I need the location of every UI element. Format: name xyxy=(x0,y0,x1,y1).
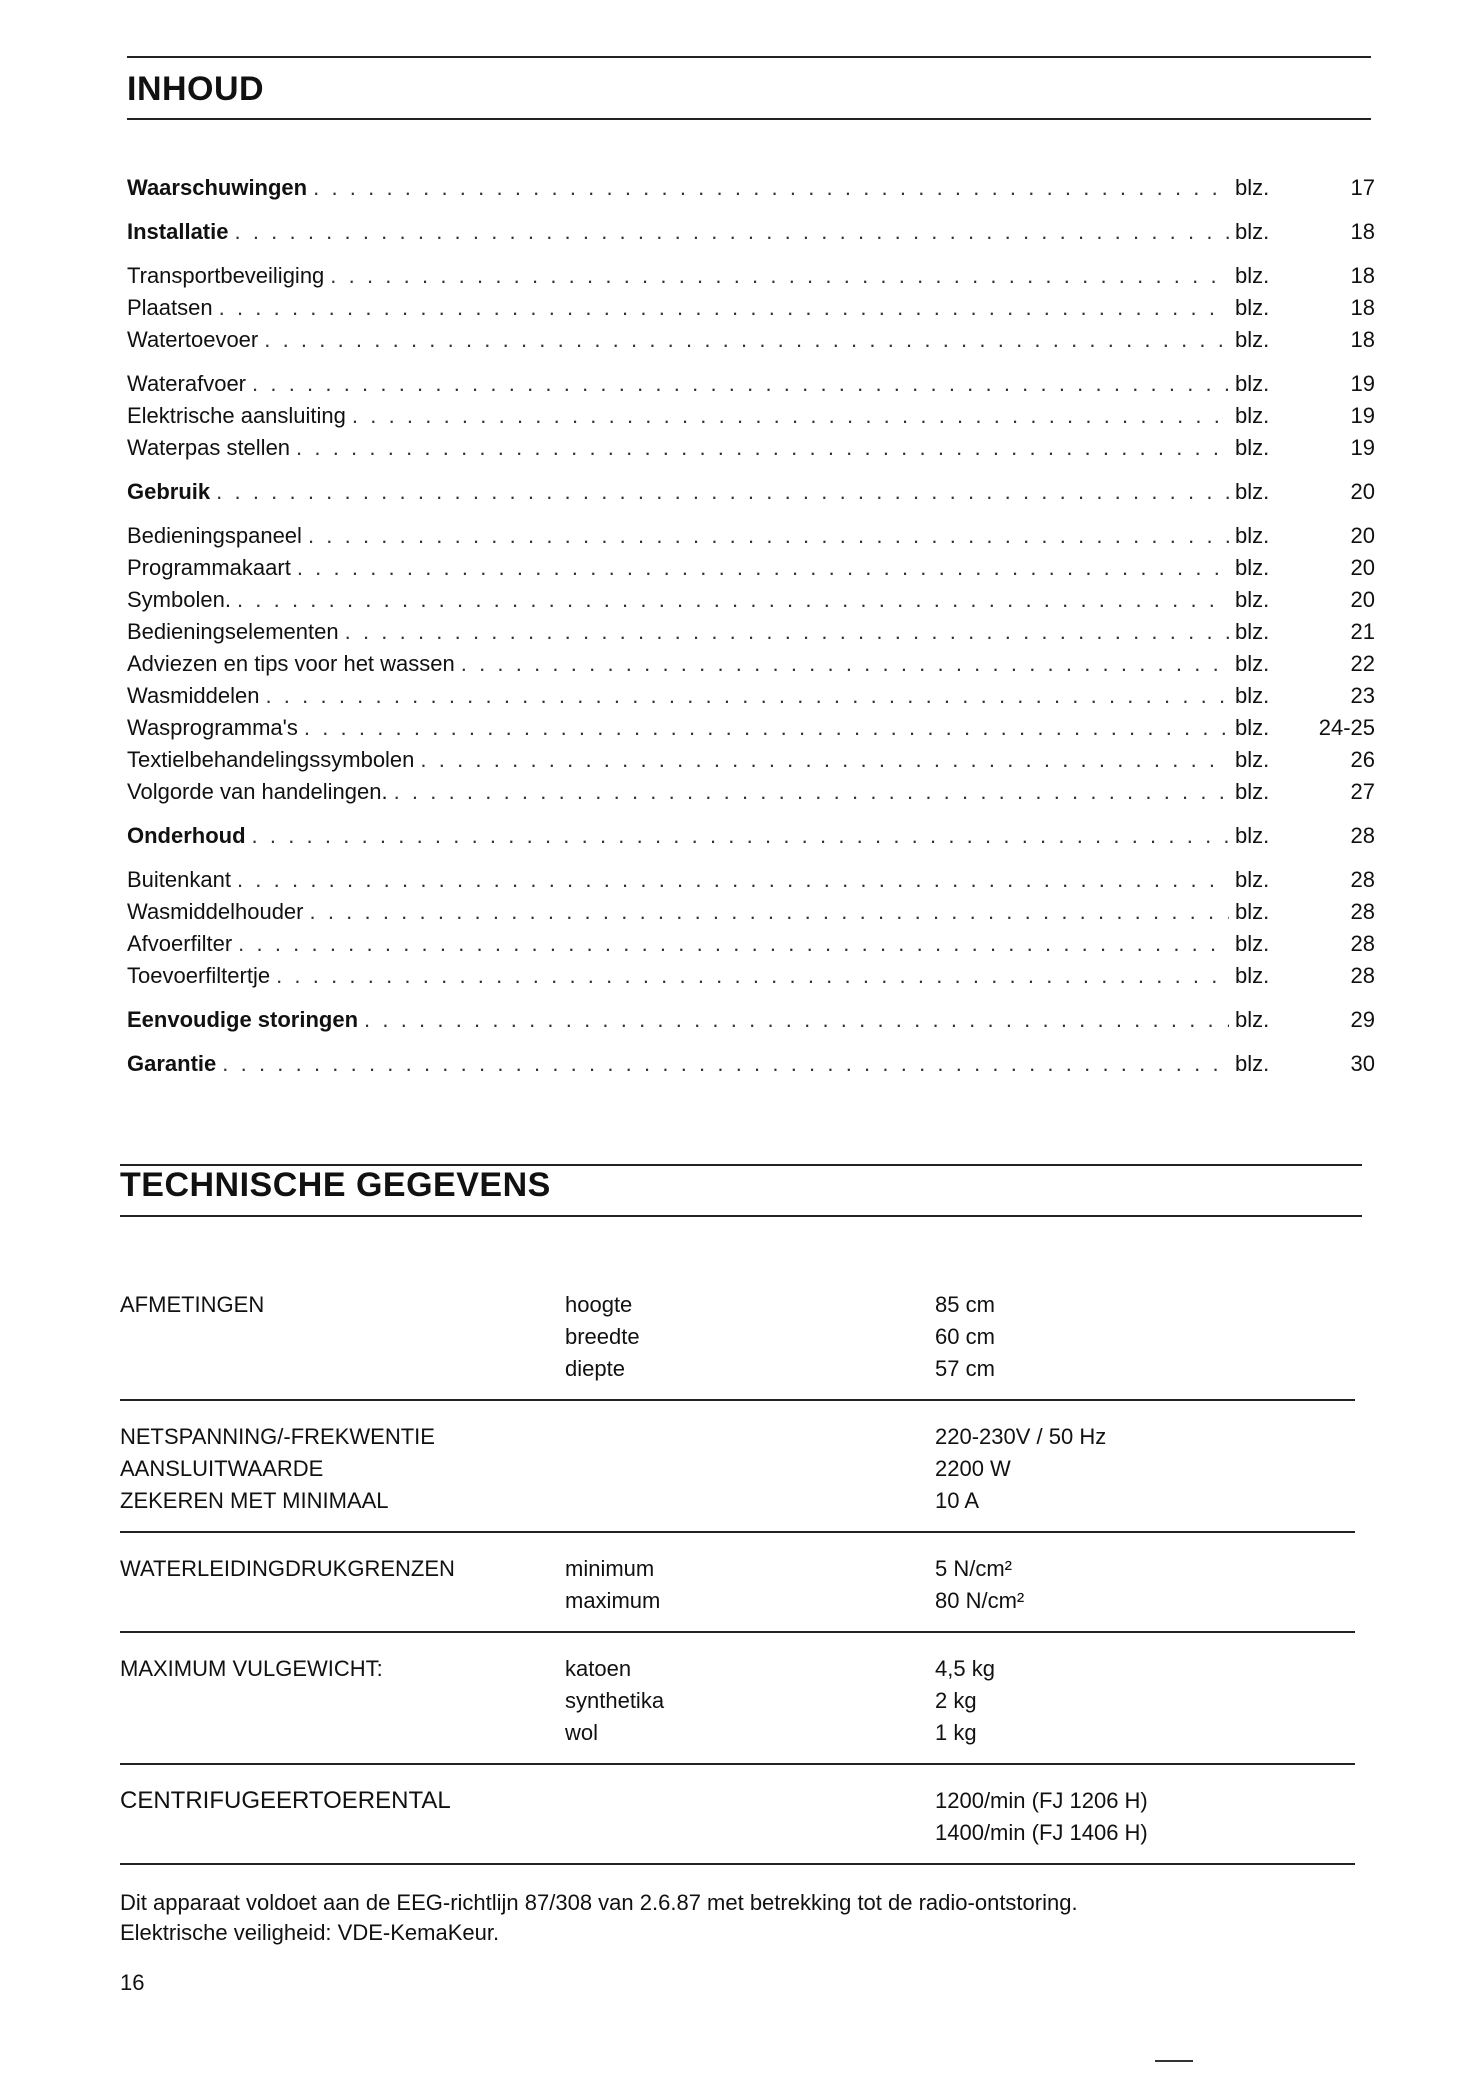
toc-gap xyxy=(127,464,1375,476)
toc-leader-dots xyxy=(252,820,1229,852)
spec-sublabel: synthetika xyxy=(565,1688,665,1713)
footnote xyxy=(120,1888,1370,1948)
toc-entry xyxy=(127,864,1375,896)
toc-entry-page: 19 xyxy=(1350,435,1375,460)
spec-line xyxy=(120,1321,1355,1353)
spec-sublabel: breedte xyxy=(565,1324,640,1349)
spec-value: 1200/min (FJ 1206 H) xyxy=(935,1788,1148,1813)
technische-heading: TECHNISCHE GEGEVENS xyxy=(120,1166,551,1204)
toc-entry-label: Wasmiddelen xyxy=(127,683,260,708)
toc-entry-label: Elektrische aansluiting xyxy=(127,403,346,428)
spec-line xyxy=(120,1653,1355,1685)
toc-leader-dots xyxy=(265,680,1229,712)
toc-entry xyxy=(127,216,1375,248)
toc-entry xyxy=(127,616,1375,648)
toc-entry-label: Garantie xyxy=(127,1051,217,1076)
spec-value: 57 cm xyxy=(935,1356,995,1381)
toc-entry-label: Waarschuwingen xyxy=(127,175,308,200)
toc-leader-dots xyxy=(219,292,1229,324)
toc-entry-label: Wasprogramma's xyxy=(127,715,298,740)
toc-entry-label: Eenvoudige storingen xyxy=(127,1007,359,1032)
toc-entry-blz: blz. xyxy=(1235,587,1270,612)
toc-entry-blz: blz. xyxy=(1235,555,1270,580)
toc-entry-page: 22 xyxy=(1350,651,1375,676)
toc-entry-blz: blz. xyxy=(1235,327,1270,352)
toc-entry xyxy=(127,584,1375,616)
technical-specs-table xyxy=(120,1283,1355,1879)
scan-mark xyxy=(1155,2060,1193,2062)
spec-line xyxy=(120,1717,1355,1749)
toc-leader-dots xyxy=(308,520,1229,552)
toc-entry-blz: blz. xyxy=(1235,403,1270,428)
toc-gap xyxy=(127,992,1375,1004)
toc-entry-label: Wasmiddelhouder xyxy=(127,899,304,924)
spec-label: MAXIMUM VULGEWICHT: xyxy=(120,1656,383,1681)
table-of-contents xyxy=(127,172,1375,1080)
toc-entry-page: 17 xyxy=(1350,175,1375,200)
toc-entry-page: 18 xyxy=(1350,327,1375,352)
toc-entry-page: 28 xyxy=(1350,867,1375,892)
toc-entry-blz: blz. xyxy=(1235,779,1270,804)
toc-entry xyxy=(127,960,1375,992)
spec-value: 4,5 kg xyxy=(935,1656,995,1681)
spec-label xyxy=(120,1585,565,1617)
toc-entry xyxy=(127,680,1375,712)
toc-entry xyxy=(127,896,1375,928)
spec-value: 80 N/cm² xyxy=(935,1588,1025,1613)
toc-leader-dots xyxy=(234,216,1229,248)
toc-entry-page: 28 xyxy=(1350,823,1375,848)
spec-sublabel xyxy=(565,1785,935,1817)
spec-value: 2 kg xyxy=(935,1688,977,1713)
spec-sublabel: katoen xyxy=(565,1656,632,1681)
toc-leader-dots xyxy=(364,1004,1229,1036)
toc-entry-page: 19 xyxy=(1350,371,1375,396)
toc-entry xyxy=(127,820,1375,852)
toc-leader-dots xyxy=(238,928,1229,960)
spec-line xyxy=(120,1353,1355,1385)
toc-entry-blz: blz. xyxy=(1235,219,1270,244)
footnote-line-1: Dit apparaat voldoet aan de EEG-richtlijn 87/308 van 2.6.87 met betrekking tot de radio-ontstoring. xyxy=(120,1890,1078,1915)
toc-entry-blz: blz. xyxy=(1235,175,1270,200)
toc-entry xyxy=(127,552,1375,584)
toc-leader-dots xyxy=(237,864,1229,896)
spec-value: 10 A xyxy=(935,1488,980,1513)
spec-value: 5 N/cm² xyxy=(935,1556,1012,1581)
toc-entry-page: 19 xyxy=(1350,403,1375,428)
spec-sublabel: diepte xyxy=(565,1356,625,1381)
spec-group xyxy=(120,1779,1355,1849)
toc-entry-blz: blz. xyxy=(1235,651,1270,676)
toc-entry-label: Afvoerfilter xyxy=(127,931,233,956)
toc-entry-page: 28 xyxy=(1350,931,1375,956)
page-number: 16 xyxy=(120,1970,145,1995)
spec-line xyxy=(120,1585,1355,1617)
spec-sublabel: minimum xyxy=(565,1556,655,1581)
toc-entry-label: Plaatsen xyxy=(127,295,213,320)
toc-entry-label: Adviezen en tips voor het wassen xyxy=(127,651,455,676)
toc-entry-label: Programmakaart xyxy=(127,555,291,580)
spec-separator xyxy=(120,1531,1355,1533)
toc-entry xyxy=(127,776,1375,808)
toc-entry-page: 30 xyxy=(1350,1051,1375,1076)
spec-sublabel: wol xyxy=(565,1720,599,1745)
toc-entry-label: Onderhoud xyxy=(127,823,246,848)
toc-entry xyxy=(127,648,1375,680)
toc-entry xyxy=(127,476,1375,508)
spec-value: 85 cm xyxy=(935,1292,995,1317)
toc-leader-dots xyxy=(313,172,1229,204)
toc-entry-blz: blz. xyxy=(1235,867,1270,892)
spec-label: CENTRIFUGEERTOERENTAL xyxy=(120,1787,451,1814)
toc-entry-page: 23 xyxy=(1350,683,1375,708)
spec-sublabel xyxy=(565,1421,935,1453)
toc-entry-blz: blz. xyxy=(1235,1051,1270,1076)
toc-entry-label: Buitenkant xyxy=(127,867,231,892)
toc-entry-page: 18 xyxy=(1350,295,1375,320)
toc-entry xyxy=(127,520,1375,552)
toc-entry-page: 21 xyxy=(1350,619,1375,644)
toc-entry-label: Installatie xyxy=(127,219,229,244)
inhoud-top-rule xyxy=(127,56,1371,58)
toc-leader-dots xyxy=(297,552,1229,584)
toc-entry-blz: blz. xyxy=(1235,1007,1270,1032)
spec-label: AFMETINGEN xyxy=(120,1292,265,1317)
spec-label: NETSPANNING/-FREKWENTIE xyxy=(120,1424,435,1449)
spec-sublabel xyxy=(565,1453,935,1485)
spec-group xyxy=(120,1283,1355,1385)
toc-leader-dots xyxy=(222,1048,1229,1080)
toc-entry-page: 20 xyxy=(1350,555,1375,580)
toc-leader-dots xyxy=(420,744,1229,776)
spec-label xyxy=(120,1817,565,1849)
inhoud-bottom-rule xyxy=(127,118,1371,120)
toc-gap xyxy=(127,508,1375,520)
toc-leader-dots xyxy=(276,960,1229,992)
toc-leader-dots xyxy=(310,896,1230,928)
spec-separator xyxy=(120,1763,1355,1765)
inhoud-heading: INHOUD xyxy=(127,70,265,108)
toc-leader-dots xyxy=(394,776,1229,808)
toc-entry xyxy=(127,368,1375,400)
spec-line xyxy=(120,1685,1355,1717)
toc-leader-dots xyxy=(252,368,1229,400)
toc-entry-label: Waterafvoer xyxy=(127,371,247,396)
spec-sublabel: hoogte xyxy=(565,1292,633,1317)
spec-label xyxy=(120,1717,565,1749)
spec-line xyxy=(120,1485,1355,1517)
toc-entry-blz: blz. xyxy=(1235,683,1270,708)
toc-leader-dots xyxy=(330,260,1229,292)
toc-entry-page: 26 xyxy=(1350,747,1375,772)
spec-label: ZEKEREN MET MINIMAAL xyxy=(120,1488,389,1513)
toc-entry-label: Toevoerfiltertje xyxy=(127,963,271,988)
toc-entry-page: 28 xyxy=(1350,899,1375,924)
toc-entry-blz: blz. xyxy=(1235,295,1270,320)
toc-entry-label: Bedieningspaneel xyxy=(127,523,302,548)
toc-entry-label: Textielbehandelingssymbolen xyxy=(127,747,415,772)
toc-entry-blz: blz. xyxy=(1235,963,1270,988)
spec-label: WATERLEIDINGDRUKGRENZEN xyxy=(120,1556,455,1581)
toc-gap xyxy=(127,356,1375,368)
toc-gap xyxy=(127,248,1375,260)
toc-entry-blz: blz. xyxy=(1235,899,1270,924)
toc-entry-page: 24-25 xyxy=(1318,715,1375,740)
toc-entry xyxy=(127,1004,1375,1036)
toc-entry-blz: blz. xyxy=(1235,263,1270,288)
spec-label xyxy=(120,1321,565,1353)
spec-line xyxy=(120,1817,1355,1849)
spec-line xyxy=(120,1553,1355,1585)
toc-entry-blz: blz. xyxy=(1235,523,1270,548)
spec-bottom-rule xyxy=(120,1863,1355,1865)
toc-entry-page: 27 xyxy=(1350,779,1375,804)
spec-label: AANSLUITWAARDE xyxy=(120,1456,324,1481)
toc-entry-page: 20 xyxy=(1350,587,1375,612)
spec-line xyxy=(120,1289,1355,1321)
toc-entry-blz: blz. xyxy=(1235,715,1270,740)
toc-leader-dots xyxy=(216,476,1229,508)
toc-entry-label: Bedieningselementen xyxy=(127,619,339,644)
spec-line xyxy=(120,1453,1355,1485)
toc-leader-dots xyxy=(304,712,1229,744)
toc-gap xyxy=(127,1036,1375,1048)
toc-entry-page: 29 xyxy=(1350,1007,1375,1032)
toc-entry xyxy=(127,324,1375,356)
toc-entry-blz: blz. xyxy=(1235,931,1270,956)
toc-entry-label: Symbolen. xyxy=(127,587,231,612)
footnote-line-2: Elektrische veiligheid: VDE-KemaKeur. xyxy=(120,1920,500,1945)
spec-line xyxy=(120,1785,1355,1817)
toc-entry xyxy=(127,744,1375,776)
spec-sublabel xyxy=(565,1485,935,1517)
toc-entry xyxy=(127,172,1375,204)
spec-separator xyxy=(120,1399,1355,1401)
toc-leader-dots xyxy=(264,324,1229,356)
spec-value: 220-230V / 50 Hz xyxy=(935,1424,1107,1449)
spec-value: 1 kg xyxy=(935,1720,977,1745)
toc-entry-page: 28 xyxy=(1350,963,1375,988)
spec-value: 2200 W xyxy=(935,1456,1011,1481)
toc-entry xyxy=(127,260,1375,292)
toc-gap xyxy=(127,808,1375,820)
spec-value: 1400/min (FJ 1406 H) xyxy=(935,1820,1148,1845)
toc-entry xyxy=(127,1048,1375,1080)
spec-value: 60 cm xyxy=(935,1324,995,1349)
spec-group xyxy=(120,1647,1355,1749)
spec-sublabel: maximum xyxy=(565,1588,661,1613)
spec-group xyxy=(120,1547,1355,1617)
toc-leader-dots xyxy=(461,648,1229,680)
toc-entry xyxy=(127,400,1375,432)
toc-entry xyxy=(127,432,1375,464)
toc-entry xyxy=(127,928,1375,960)
toc-entry-page: 20 xyxy=(1350,479,1375,504)
toc-entry-blz: blz. xyxy=(1235,435,1270,460)
technische-bottom-rule xyxy=(120,1215,1362,1217)
toc-entry-label: Volgorde van handelingen. xyxy=(127,779,388,804)
toc-entry-blz: blz. xyxy=(1235,479,1270,504)
spec-group xyxy=(120,1415,1355,1517)
toc-entry-page: 20 xyxy=(1350,523,1375,548)
toc-leader-dots xyxy=(345,616,1229,648)
toc-entry-label: Gebruik xyxy=(127,479,211,504)
toc-entry-page: 18 xyxy=(1350,263,1375,288)
spec-label xyxy=(120,1353,565,1385)
toc-gap xyxy=(127,204,1375,216)
spec-sublabel xyxy=(565,1817,935,1849)
toc-entry-label: Watertoevoer xyxy=(127,327,259,352)
toc-leader-dots xyxy=(296,432,1229,464)
toc-entry-blz: blz. xyxy=(1235,371,1270,396)
toc-entry-blz: blz. xyxy=(1235,619,1270,644)
spec-line xyxy=(120,1421,1355,1453)
toc-entry-blz: blz. xyxy=(1235,823,1270,848)
toc-entry-label: Waterpas stellen xyxy=(127,435,291,460)
toc-entry xyxy=(127,712,1375,744)
spec-separator xyxy=(120,1631,1355,1633)
toc-entry-label: Transportbeveiliging xyxy=(127,263,325,288)
spec-label xyxy=(120,1685,565,1717)
toc-gap xyxy=(127,852,1375,864)
toc-leader-dots xyxy=(352,400,1229,432)
toc-leader-dots xyxy=(237,584,1229,616)
toc-entry xyxy=(127,292,1375,324)
toc-entry-blz: blz. xyxy=(1235,747,1270,772)
toc-entry-page: 18 xyxy=(1350,219,1375,244)
